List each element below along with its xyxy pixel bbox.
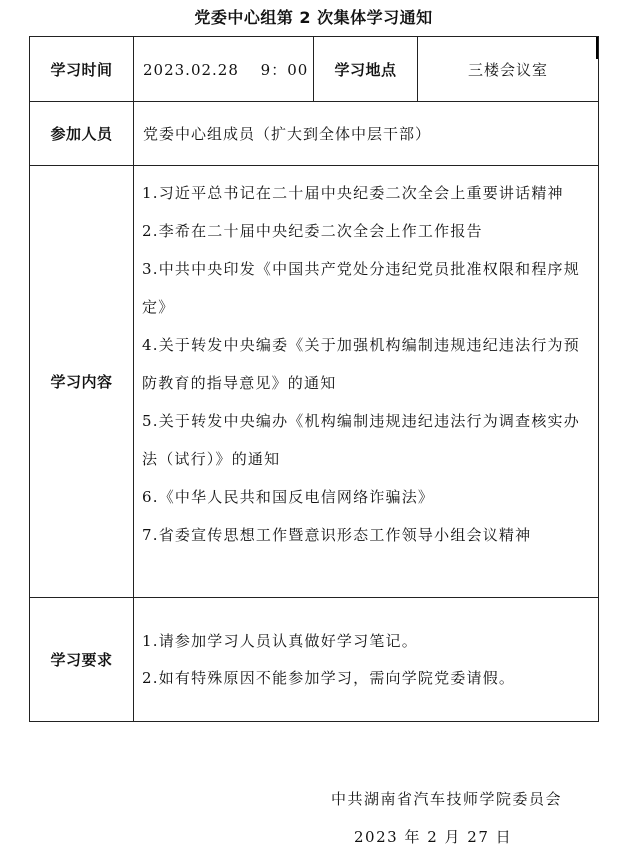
requirement-item: 1.请参加学习人员认真做好学习笔记。 [142, 631, 418, 650]
participants-row [30, 102, 599, 166]
place-label: 学习地点 [314, 37, 418, 102]
notice-title: 党委中心组第 2 次集体学习通知 [194, 8, 433, 27]
content-item: 1.习近平总书记在二十届中央纪委二次全会上重要讲话精神 [142, 184, 564, 202]
place-value: 三楼会议室 [418, 37, 599, 102]
signature-org: 中共湖南省汽车技师学院委员会 [331, 790, 563, 808]
requirements-label: 学习要求 [30, 598, 134, 722]
time-label: 学习时间 [30, 37, 134, 102]
content-item: 7.省委宣传思想工作暨意识形态工作领导小组会议精神 [142, 526, 532, 544]
content-item: 2.李希在二十届中央纪委二次全会上作工作报告 [142, 222, 483, 240]
requirement-item: 2.如有特殊原因不能参加学习，需向学院党委请假。 [142, 668, 516, 687]
requirements-row [30, 598, 599, 722]
content-row [30, 166, 599, 598]
content-label: 学习内容 [30, 166, 134, 598]
time-value: 2023.02.28 9：00 [134, 37, 314, 102]
requirements-items [134, 598, 599, 722]
participants-value: 党委中心组成员（扩大到全体中层干部） [134, 102, 599, 166]
content-item: 6.《中华人民共和国反电信网络诈骗法》 [142, 488, 435, 506]
notice-table [29, 36, 599, 722]
participants-label: 参加人员 [30, 102, 134, 166]
content-item: 4.关于转发中央编委《关于加强机构编制违规违纪违法行为预防教育的指导意见》的通知 [142, 336, 580, 392]
content-item: 5.关于转发中央编办《机构编制违规违纪违法行为调查核实办法（试行）》的通知 [142, 412, 580, 468]
time-row [30, 37, 599, 102]
content-items [134, 166, 599, 598]
signature-date: 2023 年 2 月 27 日 [354, 828, 513, 846]
content-item: 3.中共中央印发《中国共产党处分违纪党员批准权限和程序规定》 [142, 260, 580, 316]
